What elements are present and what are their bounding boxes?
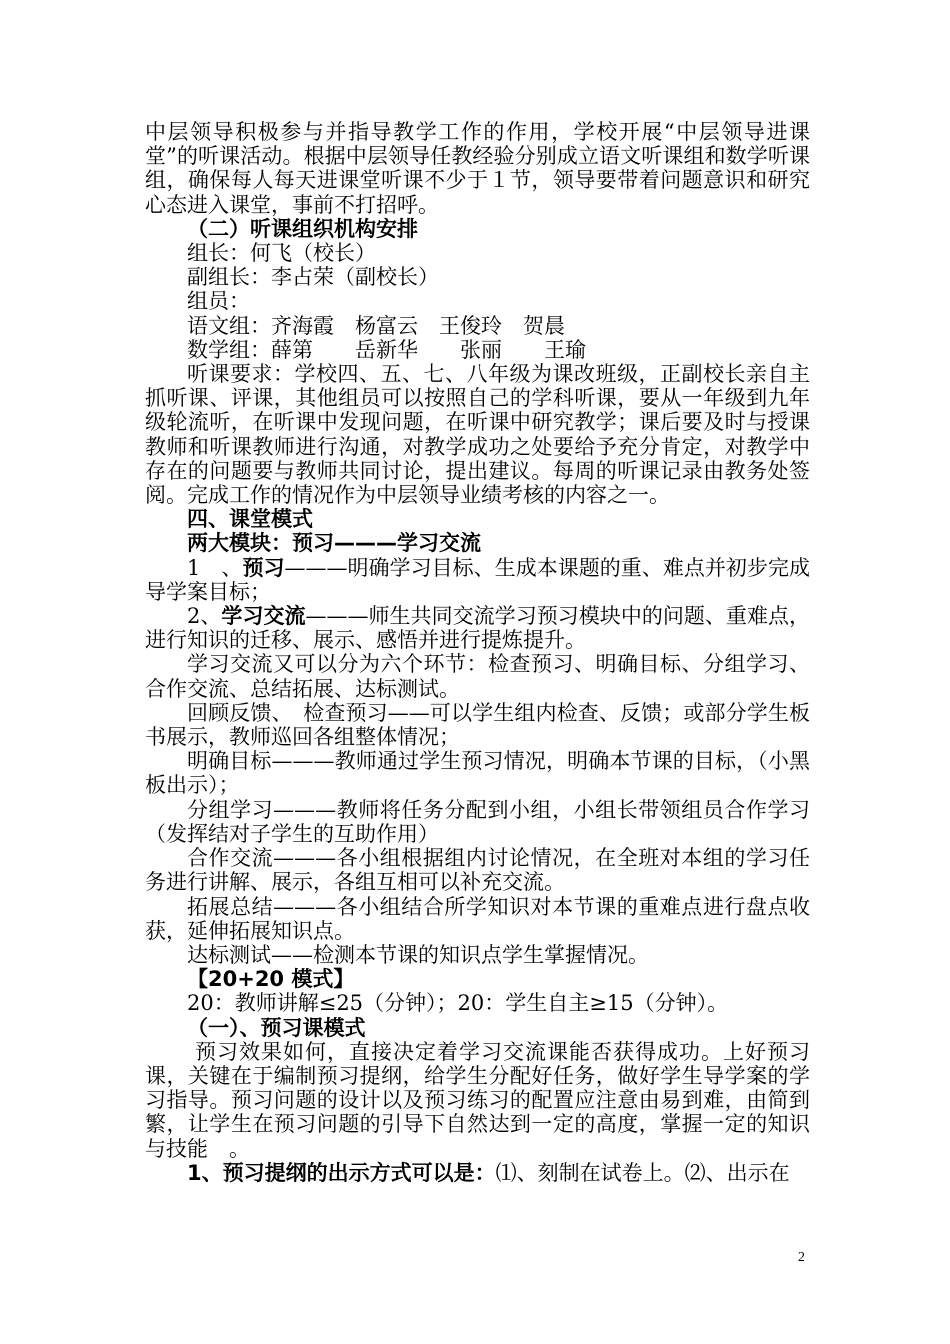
- heading-preview: （一）、预习课模式: [187, 1015, 366, 1040]
- chinese-group-line: 语文组：齐海霞 杨富云 王俊玲 贺晨: [187, 313, 565, 338]
- last-paragraph-text: ⑴、刻制在试卷上。⑵、出示在: [495, 1160, 790, 1185]
- group-study-paragraph: 分组学习———教师将任务分配到小组，小组长带领组员合作学习（发挥结对子学生的互助作用）: [145, 797, 810, 846]
- leader-line: 组长：何飞（校长）: [187, 241, 376, 266]
- preview-paragraph: 预习效果如何，直接决定着学习交流课能否获得成功。上好预习课，关键在于编制预习提纲，给学生分配好任务，做好学生导学案的学习指导。预习问题的设计以及预习练习的配置应注意由易到难，由简到繁，让学生在预习问题的引导下自然达到一定的高度，掌握一定的知识与技能 。: [145, 1039, 810, 1161]
- six-steps-paragraph: 学习交流又可以分为六个环节：检查预习、明确目标、分组学习、合作交流、总结拓展、达标测试。: [145, 652, 810, 701]
- item-1-text: ———明确学习目标、生成本课题的重、难点并初步完成导学案目标；: [145, 555, 810, 604]
- item-1: [145, 556, 810, 604]
- heading-modules: 两大模块：预习———学习交流: [187, 531, 481, 556]
- expand-paragraph: 拓展总结———各小组结合所学知识对本节课的重难点进行盘点收获，延伸拓展知识点。: [145, 894, 810, 943]
- item-2: [145, 604, 810, 652]
- item-1-number: 1 、: [187, 555, 243, 580]
- page-number: 2: [798, 1250, 805, 1265]
- item-2-title: 学习交流: [221, 604, 306, 629]
- last-paragraph-title: 1、预习提纲的出示方式可以是：: [187, 1160, 496, 1185]
- test-paragraph: 达标测试——检测本节课的知识点学生掌握情况。: [187, 942, 649, 967]
- review-paragraph: 回顾反馈、 检查预习——可以学生组内检查、反馈；或部分学生板书展示，教师巡回各组整体情况；: [145, 700, 810, 750]
- document-body: [145, 120, 810, 1185]
- mode-text: 20：教师讲解≤25（分钟）；20：学生自主≥15（分钟）。: [187, 991, 729, 1016]
- members-line: 组员：: [187, 289, 250, 314]
- item-2-number: 2、: [187, 604, 222, 629]
- item-1-title: 预习: [242, 555, 285, 580]
- last-paragraph: [145, 1161, 810, 1185]
- heading-mode: 【20+20 模式】: [187, 967, 355, 992]
- goal-paragraph: 明确目标———教师通过学生预习情况，明确本节课的目标，（小黑板出示）；: [145, 749, 810, 798]
- math-group-line: 数学组：薛第 岳新华 张丽 王瑜: [187, 337, 586, 362]
- paragraph-intro: 中层领导积极参与并指导教学工作的作用，学校开展“中层领导进课堂”的听课活动。根据中层领导任教经验分别成立语文听课组和数学听课组，确保每人每天进课堂听课不少于１节，领导要带着问题意识和研究心态进入课堂，事前不打招呼。: [145, 120, 810, 217]
- heading-four: 四、课堂模式: [187, 507, 313, 532]
- vice-leader-line: 副组长：李占荣（副校长）: [187, 265, 439, 290]
- requirement-paragraph: 听课要求：学校四、五、七、八年级为课改班级，正副校长亲自主抓听课、评课，其他组员可以按照自己的学科听课，要从一年级到九年级轮流听，在听课中发现问题，在听课中研究教学；课后要及时与授课教师和听课教师进行沟通，对教学成功之处要给予充分肯定，对教学中存在的问题要与教师共同讨论，提出建议。每周的听课记录由教务处签阅。完成工作的情况作为中层领导业绩考核的内容之一。: [145, 362, 810, 508]
- cooperate-paragraph: 合作交流———各小组根据组内讨论情况，在全班对本组的学习任务进行讲解、展示，各组互相可以补充交流。: [145, 846, 810, 895]
- heading-section-2: （二）听课组织机构安排: [187, 216, 418, 241]
- item-2-text: ———师生共同交流学习预习模块中的问题、重难点，进行知识的迁移、展示、感悟并进行提炼提升。: [145, 604, 810, 653]
